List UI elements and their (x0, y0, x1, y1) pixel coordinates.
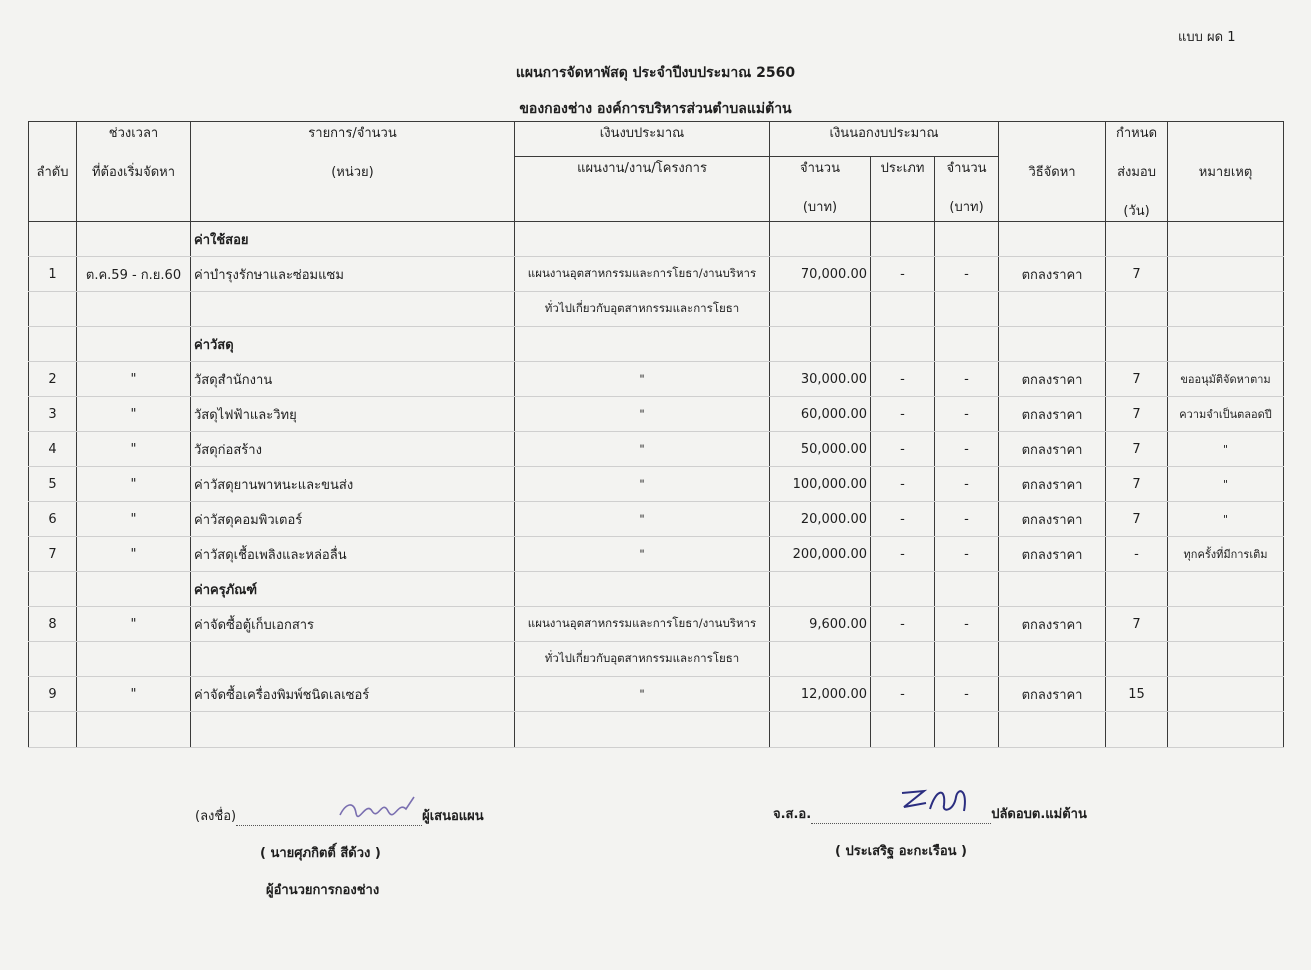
cell-period: " (77, 677, 191, 712)
cell-method: ตกลงราคา (999, 362, 1106, 397)
header-item-line1: รายการ/จำนวน (308, 126, 397, 141)
cell-amount: 50,000.00 (770, 432, 871, 467)
header-method: วิธีจัดหา (999, 122, 1106, 222)
cell-amount: 200,000.00 (770, 537, 871, 572)
table-row (29, 432, 1284, 467)
cell-remark: ความจำเป็นตลอดปี (1168, 397, 1284, 432)
cell-method: ตกลงราคา (999, 467, 1106, 502)
header-delivery-line1: กำหนด (1115, 126, 1158, 141)
header-offbudget-amount-line2: (บาท) (949, 200, 984, 215)
cell-remark: " (1168, 432, 1284, 467)
header-offbudget-amount (935, 157, 999, 222)
cell-type: - (871, 502, 935, 537)
cell-remark: ขออนุมัติจัดหาตาม (1168, 362, 1284, 397)
cell-off-amount: - (935, 257, 999, 292)
cell-amount: 12,000.00 (770, 677, 871, 712)
section-label-usage: ค่าใช้สอย (191, 222, 515, 257)
header-delivery (1106, 122, 1168, 222)
cell-method: ตกลงราคา (999, 397, 1106, 432)
cell-type: - (871, 467, 935, 502)
table-row (29, 257, 1284, 292)
cell-off-amount: - (935, 537, 999, 572)
cell-no: 1 (29, 257, 77, 292)
cell-no: 5 (29, 467, 77, 502)
cell-plan: " (515, 362, 770, 397)
cell-item: ค่าจัดซื้อตู้เก็บเอกสาร (191, 607, 515, 642)
cell-remark (1168, 677, 1284, 712)
header-budget-amount (770, 157, 871, 222)
cell-period: " (77, 537, 191, 572)
cell-item: วัสดุสำนักงาน (191, 362, 515, 397)
table-row (29, 537, 1284, 572)
cell-no: 6 (29, 502, 77, 537)
cell-period: " (77, 362, 191, 397)
table-row (29, 362, 1284, 397)
header-period-line2: ที่ต้องเริ่มจัดหา (91, 165, 176, 180)
signature-block-right (773, 803, 1087, 824)
sign-role-left: ผู้เสนอแผน (422, 809, 484, 824)
header-no: ลำดับ (29, 122, 77, 222)
form-code: แบบ ผด 1 (1178, 30, 1236, 45)
cell-plan: แผนงานอุตสาหกรรมและการโยธา/งานบริหาร (515, 607, 770, 642)
cell-period: " (77, 607, 191, 642)
cell-plan: " (515, 537, 770, 572)
cell-no: 4 (29, 432, 77, 467)
signature-line-right (811, 807, 991, 824)
header-budget-plan: แผนงาน/งาน/โครงการ (515, 157, 770, 222)
cell-method: ตกลงราคา (999, 677, 1106, 712)
document-subtitle: ของกองช่าง องค์การบริหารส่วนตำบลแม่ต้าน (519, 101, 792, 117)
cell-off-amount: - (935, 362, 999, 397)
cell-item: ค่าจัดซื้อเครื่องพิมพ์ชนิดเลเซอร์ (191, 677, 515, 712)
section-row-usage (29, 222, 1284, 257)
cell-no: 3 (29, 397, 77, 432)
cell-plan: " (515, 432, 770, 467)
cell-days: 15 (1106, 677, 1168, 712)
header-budget: เงินงบประมาณ (515, 122, 770, 157)
cell-days: 7 (1106, 432, 1168, 467)
cell-type: - (871, 607, 935, 642)
table-row (29, 502, 1284, 537)
cell-plan-continuation: ทั่วไปเกี่ยวกับอุตสาหกรรมและการโยธา (515, 292, 770, 327)
header-remark: หมายเหตุ (1168, 122, 1284, 222)
cell-item: วัสดุไฟฟ้าและวิทยุ (191, 397, 515, 432)
header-budget-amount-line2: (บาท) (802, 200, 838, 215)
section-label-equipment: ค่าครุภัณฑ์ (191, 572, 515, 607)
cell-period: " (77, 502, 191, 537)
table-row-continuation (29, 292, 1284, 327)
sign-prefix-right: จ.ส.อ. (773, 807, 812, 822)
table-row-continuation (29, 642, 1284, 677)
procurement-plan-table (28, 121, 1284, 748)
cell-remark (1168, 257, 1284, 292)
cell-amount: 60,000.00 (770, 397, 871, 432)
cell-no: 9 (29, 677, 77, 712)
signature-line-left (236, 809, 422, 826)
sign-role-right: ปลัดอบต.แม่ต้าน (991, 807, 1087, 822)
cell-type: - (871, 362, 935, 397)
cell-days: 7 (1106, 607, 1168, 642)
table-header-row-1 (29, 122, 1284, 157)
cell-days: 7 (1106, 362, 1168, 397)
cell-plan: " (515, 397, 770, 432)
cell-period: " (77, 432, 191, 467)
cell-remark: " (1168, 502, 1284, 537)
cell-remark (1168, 607, 1284, 642)
cell-plan-continuation: ทั่วไปเกี่ยวกับอุตสาหกรรมและการโยธา (515, 642, 770, 677)
cell-amount: 30,000.00 (770, 362, 871, 397)
cell-remark: ทุกครั้งที่มีการเติม (1168, 537, 1284, 572)
cell-item: ค่าบำรุงรักษาและซ่อมแซม (191, 257, 515, 292)
cell-no: 7 (29, 537, 77, 572)
table-row (29, 607, 1284, 642)
header-offbudget: เงินนอกงบประมาณ (770, 122, 999, 157)
cell-method: ตกลงราคา (999, 432, 1106, 467)
cell-off-amount: - (935, 432, 999, 467)
signature-block-left (195, 805, 484, 826)
header-delivery-line2: ส่งมอบ (1117, 165, 1156, 180)
cell-item: ค่าวัสดุยานพาหนะและขนส่ง (191, 467, 515, 502)
signer-name-right: ( ประเสริฐ อะกะเรือน ) (835, 844, 967, 859)
section-label-materials: ค่าวัสดุ (191, 327, 515, 362)
header-offbudget-amount-line1: จำนวน (946, 161, 987, 176)
header-budget-amount-line1: จำนวน (800, 161, 840, 176)
table-row (29, 397, 1284, 432)
cell-item: ค่าวัสดุคอมพิวเตอร์ (191, 502, 515, 537)
cell-amount: 9,600.00 (770, 607, 871, 642)
table-row (29, 677, 1284, 712)
section-row-equipment (29, 572, 1284, 607)
cell-off-amount: - (935, 397, 999, 432)
cell-type: - (871, 537, 935, 572)
sign-prefix-left: (ลงชื่อ) (195, 809, 237, 824)
cell-days: - (1106, 537, 1168, 572)
header-delivery-line3: (วัน) (1123, 204, 1150, 219)
cell-remark: " (1168, 467, 1284, 502)
cell-item: วัสดุก่อสร้าง (191, 432, 515, 467)
header-period (77, 122, 191, 222)
cell-method: ตกลงราคา (999, 607, 1106, 642)
cell-type: - (871, 257, 935, 292)
cell-period: ต.ค.59 - ก.ย.60 (77, 257, 191, 292)
document-title: แผนการจัดหาพัสดุ ประจำปีงบประมาณ 2560 (515, 65, 796, 81)
cell-days: 7 (1106, 257, 1168, 292)
cell-off-amount: - (935, 677, 999, 712)
cell-off-amount: - (935, 467, 999, 502)
table-row (29, 467, 1284, 502)
cell-method: ตกลงราคา (999, 502, 1106, 537)
header-item (191, 122, 515, 222)
cell-amount: 70,000.00 (770, 257, 871, 292)
cell-amount: 100,000.00 (770, 467, 871, 502)
cell-method: ตกลงราคา (999, 257, 1106, 292)
cell-plan: " (515, 677, 770, 712)
cell-off-amount: - (935, 607, 999, 642)
cell-type: - (871, 397, 935, 432)
cell-off-amount: - (935, 502, 999, 537)
cell-method: ตกลงราคา (999, 537, 1106, 572)
header-item-line2: (หน่วย) (331, 165, 374, 180)
signer-name-left: ( นายศุภกิตติ์ สีด้วง ) (260, 846, 381, 861)
cell-no: 2 (29, 362, 77, 397)
section-row-materials (29, 327, 1284, 362)
header-offbudget-type: ประเภท (871, 157, 935, 222)
signer-position-left: ผู้อำนวยการกองช่าง (266, 883, 380, 898)
cell-plan: " (515, 502, 770, 537)
cell-type: - (871, 677, 935, 712)
cell-item: ค่าวัสดุเชื้อเพลิงและหล่อลื่น (191, 537, 515, 572)
cell-plan: แผนงานอุตสาหกรรมและการโยธา/งานบริหาร (515, 257, 770, 292)
cell-period: " (77, 467, 191, 502)
cell-period: " (77, 397, 191, 432)
handwritten-signature-right (896, 783, 986, 819)
header-period-line1: ช่วงเวลา (108, 126, 159, 141)
cell-days: 7 (1106, 397, 1168, 432)
handwritten-signature-left (336, 791, 426, 821)
cell-no: 8 (29, 607, 77, 642)
cell-plan: " (515, 467, 770, 502)
cell-days: 7 (1106, 502, 1168, 537)
cell-days: 7 (1106, 467, 1168, 502)
cell-type: - (871, 432, 935, 467)
cell-amount: 20,000.00 (770, 502, 871, 537)
table-row-empty (29, 712, 1284, 748)
